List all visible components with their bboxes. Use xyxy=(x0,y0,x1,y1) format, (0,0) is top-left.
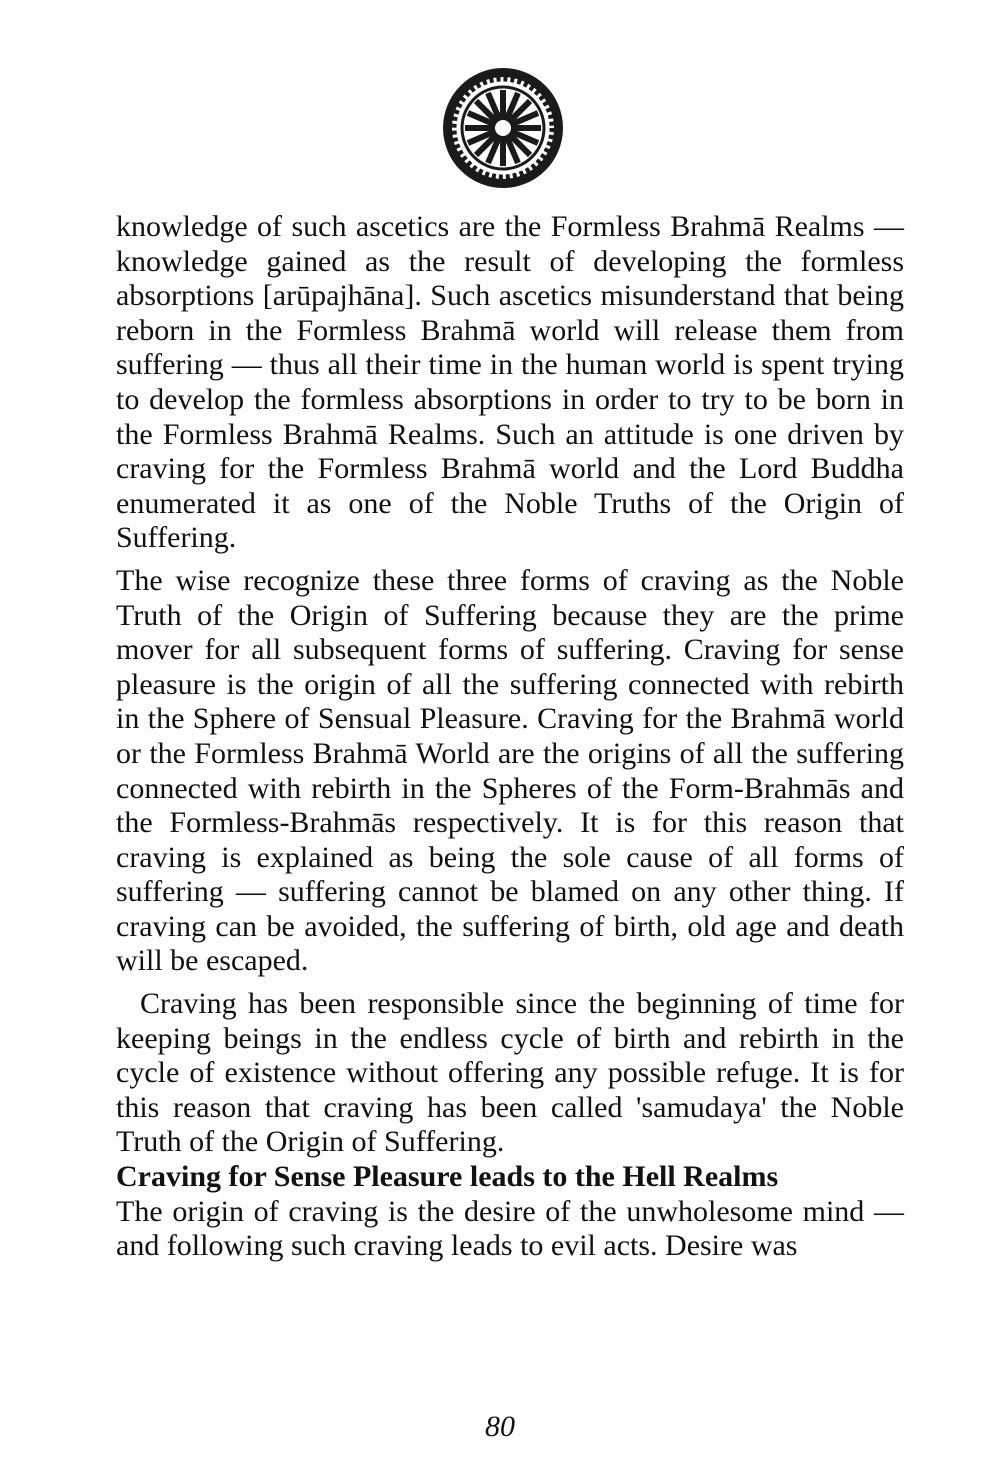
paragraph-3: Craving has been responsible since the beginning of time for keeping beings in the endless cycle of birth and rebirth in the cycle of existence without offering any possible refuge. It is for this reason that craving has been called 'samudaya' the Noble Truth of the Origin of Suffering. xyxy=(116,987,904,1159)
section-heading: Craving for Sense Pleasure leads to the Hell Realms xyxy=(116,1160,779,1194)
paragraph-2: The wise recognize these three forms of craving as the Noble Truth of the Origin of Suffering because they are the prime mover for all subsequent forms of suffering. Craving for sense pleasure is the origin of all the suffering connected with rebirth in the Sphere of Sensual Pleasure. Craving for the Brahmā world or the Formless Brahmā World are the origins of all the suffering connected with rebirth in the Spheres of the Form-Brahmās and the Formless-Brahmās respectively. It is for this reason that craving is explained as being the sole cause of all forms of suffering — suffering cannot be blamed on any other thing. If craving can be avoided, the suffering of birth, old age and death will be escaped. xyxy=(116,563,904,978)
page-number: 80 xyxy=(485,1410,515,1443)
body-text xyxy=(116,210,904,1264)
paragraph-4: The origin of craving is the desire of the unwholesome mind — and following such craving leads to evil acts. Desire was xyxy=(116,1194,904,1263)
dharma-wheel-icon xyxy=(441,66,565,190)
paragraph-1: knowledge of such ascetics are the Formless Brahmā Realms — knowledge gained as the result of developing the formless absorptions [arūpajhāna]. Such ascetics misunderstand that being reborn in the Formless Brahmā world will release them from suffering — thus all their time in the human world is spent trying to develop the formless absorptions in order to try to be born in the Formless Brahmā Realms. Such an attitude is one driven by craving for the Formless Brahmā world and the Lord Buddha enumerated it as one of the Noble Truths of the Origin of Suffering. xyxy=(116,210,904,555)
